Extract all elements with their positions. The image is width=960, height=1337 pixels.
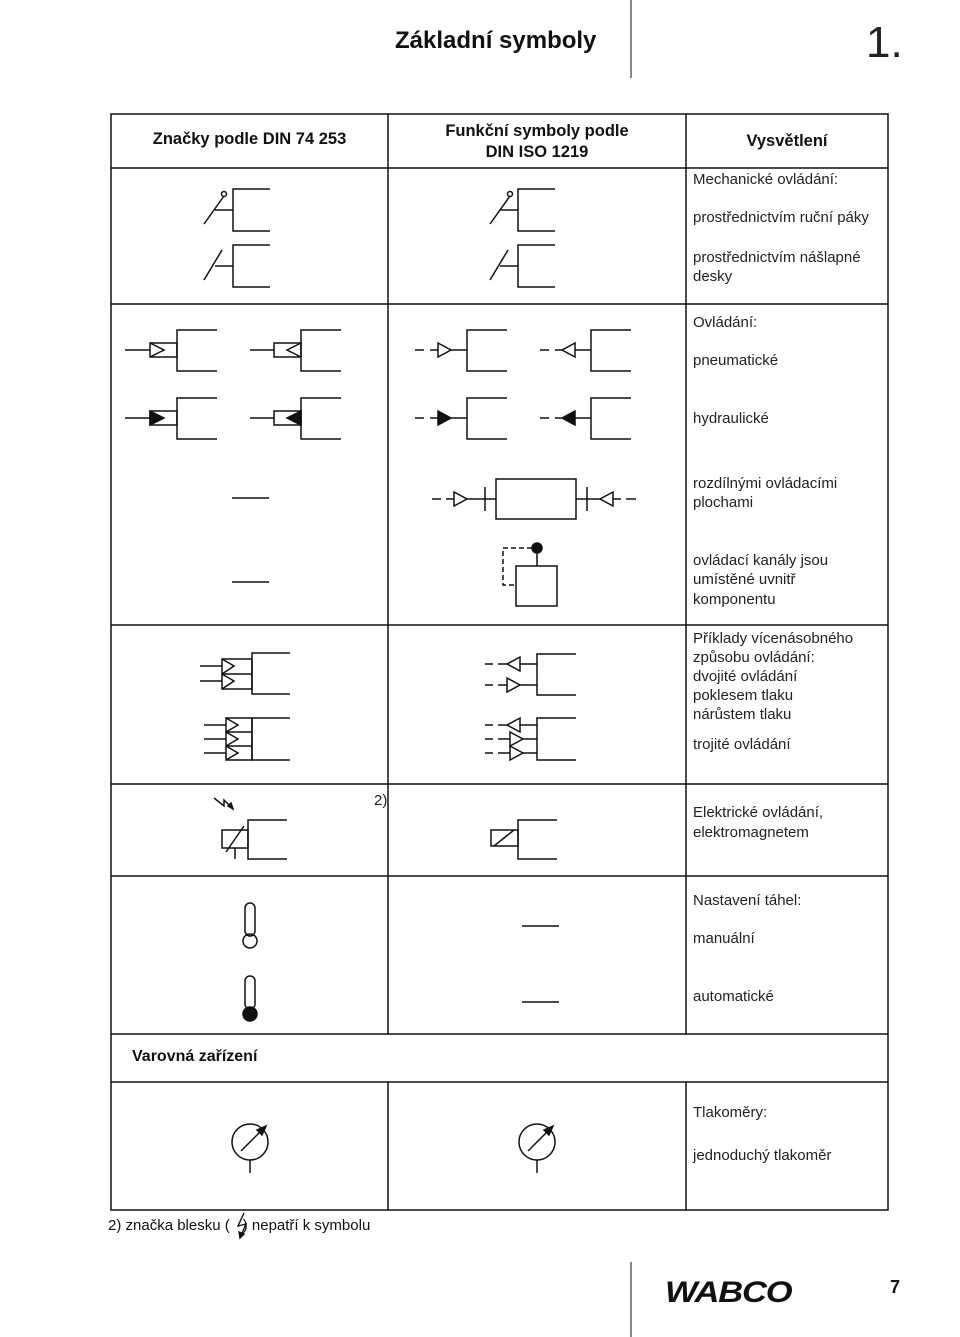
footnote-marker: 2) bbox=[374, 792, 388, 809]
page-title: Základní symboly bbox=[395, 27, 597, 54]
explanation-text: pneumatické bbox=[693, 352, 779, 369]
explanation-text: rozdílnými ovládacími bbox=[693, 475, 838, 492]
double-actuation-din bbox=[200, 653, 290, 694]
explanation-text: Nastavení táhel: bbox=[693, 892, 802, 909]
footer-divider bbox=[630, 1262, 632, 1337]
footnote-text-after: ) nepatří k symbolu bbox=[242, 1217, 371, 1234]
solenoid-symbol-din bbox=[222, 820, 287, 859]
page-number: 7 bbox=[890, 1277, 901, 1297]
section-heading-warning: Varovná zařízení bbox=[132, 1048, 258, 1065]
explanation-text: plochami bbox=[693, 494, 754, 511]
double-actuation-iso bbox=[485, 654, 576, 695]
explanation-text: prostřednictvím ruční páky bbox=[693, 209, 869, 226]
automatic-rod-symbol bbox=[243, 976, 257, 1021]
lightning-icon bbox=[214, 798, 233, 809]
explanation-text: hydraulické bbox=[693, 410, 769, 427]
pedal-symbol-din bbox=[204, 245, 270, 287]
explanation-text: desky bbox=[693, 268, 733, 285]
col-header-iso-line2: DIN ISO 1219 bbox=[485, 143, 589, 161]
explanation-text: manuální bbox=[693, 930, 755, 947]
pedal-symbol-iso bbox=[490, 245, 555, 287]
explanation-text: Tlakoměry: bbox=[693, 1104, 768, 1121]
triple-actuation-din bbox=[204, 718, 290, 760]
explanation-text: dvojité ovládání bbox=[693, 668, 798, 685]
explanation-text: Mechanické ovládání: bbox=[693, 171, 839, 188]
manual-rod-symbol bbox=[243, 903, 257, 948]
explanation-text: automatické bbox=[693, 988, 774, 1005]
pressure-gauge-iso bbox=[519, 1124, 555, 1173]
explanation-text: umístěné uvnitř bbox=[693, 571, 796, 588]
pneumatic-symbol-din bbox=[125, 330, 341, 371]
explanation-text: komponentu bbox=[693, 591, 776, 608]
explanation-text: prostřednictvím nášlapné bbox=[693, 249, 861, 266]
explanation-text: trojité ovládání bbox=[693, 736, 791, 753]
explanation-text: jednoduchý tlakoměr bbox=[693, 1147, 832, 1164]
lever-symbol-iso bbox=[490, 189, 555, 231]
col-header-iso-line1: Funkční symboly podle bbox=[445, 122, 629, 140]
explanation-text: Příklady vícenásobného bbox=[693, 630, 854, 647]
explanation-text: nárůstem tlaku bbox=[693, 706, 792, 723]
internal-channel-symbol bbox=[503, 543, 557, 606]
differential-area-symbol bbox=[432, 479, 636, 519]
pneumatic-symbol-iso bbox=[415, 330, 631, 371]
hydraulic-symbol-din bbox=[125, 398, 341, 439]
explanation-text: Elektrické ovládání, bbox=[693, 804, 824, 821]
explanation-text: elektromagnetem bbox=[693, 824, 809, 841]
col-header-din: Značky podle DIN 74 253 bbox=[152, 130, 347, 148]
footnote-text-before: 2) značka blesku ( bbox=[108, 1217, 230, 1234]
triple-actuation-iso bbox=[485, 718, 576, 760]
explanation-text: způsobu ovládání: bbox=[693, 649, 815, 666]
hydraulic-symbol-iso bbox=[415, 398, 631, 439]
pressure-gauge-din bbox=[232, 1124, 268, 1173]
explanation-text: ovládací kanály jsou bbox=[693, 552, 829, 569]
explanation-text: poklesem tlaku bbox=[693, 687, 794, 704]
col-header-explanation: Vysvětlení bbox=[746, 132, 828, 150]
wabco-logo: WABCO bbox=[665, 1276, 792, 1309]
lever-symbol-din bbox=[204, 189, 270, 231]
solenoid-symbol-iso bbox=[491, 820, 557, 859]
footnote bbox=[108, 1217, 370, 1234]
chapter-number: 1. bbox=[866, 18, 903, 67]
explanation-text: Ovládání: bbox=[693, 314, 758, 331]
